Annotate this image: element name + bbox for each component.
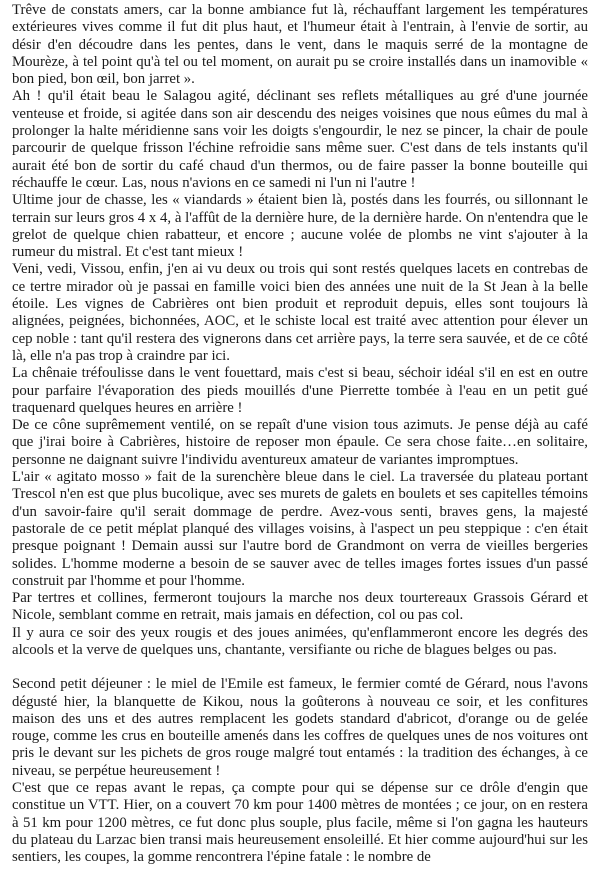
paragraph-soir: Il y aura ce soir des yeux rougis et des joues animées, qu'enflammeront encore les degrés des alcools et la verve de quelques uns, chantante, versifiante ou riche de blagues belges ou pas. <box>12 624 588 658</box>
paragraph-mouréze: Trêve de constats amers, car la bonne ambiance fut là, réchauffant largement les températures extérieures vives comme il fut dit plus haut, et l'humeur était à l'entrain, à l'envie de sortir, au désir d'en découdre dans les pentes, dans le vent, dans le maquis serré de la montagne de Mourèze, à tel point qu'à tel ou tel moment, on aurait pu se croire installés dans un inamovible « bon pied, bon œil, bon jarret ». <box>12 2 588 88</box>
paragraph-chasse: Ultime jour de chasse, les « viandards » étaient bien là, postés dans les fourrés, ou sillonnant le terrain sur leurs gros 4 x 4, à l'affût de la dernière hure, de la dernière harde. On n'entendra que le grelot de quelque chien rabatteur, et encore ; aucune volée de plombs ne vint s'ajouter à la rumeur du mistral. Et c'est tant mieux ! <box>12 192 588 261</box>
paragraph-vtt: C'est que ce repas avant le repas, ça compte pour qui se dépense sur ce drôle d'engin que constitue un VTT. Hier, on a couvert 70 km pour 1400 mètres de montées ; ce jour, on en restera à 51 km pour 1200 mètres, ce fut donc plus souple, plus facile, même si l'on gagna les hauteurs du plateau du Larzac bien transi mais heureusement ensoleillé. Et hier comme aujourd'hui sur les sentiers, les coupes, la gomme rencontrera l'épine fatale : le nombre de <box>12 780 588 866</box>
paragraph-agitato: L'air « agitato mosso » fait de la surenchère bleue dans le ciel. La traversée du plateau portant Trescol n'en est que plus bucolique, avec ses murets de galets en boulets et ses capitelles témoins d'un savoir-faire qu'il serait dommage de perdre. Avez-vous senti, braves gens, la majesté pastorale de ce petit méplat planqué des villages voisins, à l'aspect un peu steppique : c'en était presque poignant ! Demain aussi sur l'autre bord de Grandmont on verra de vieilles bergeries solides. L'homme moderne a besoin de se sauver avec de telles images fortes issues d'un passé construit par l'homme et pour l'homme. <box>12 469 588 589</box>
paragraph-tertres: Par tertres et collines, fermeront toujours la marche nos deux tourtereaux Grassois Gérard et Nicole, semblant comme en retrait, mais jamais en défection, col ou pas col. <box>12 590 588 624</box>
paragraph-vissou: Veni, vedi, Vissou, enfin, j'en ai vu deux ou trois qui sont restés quelques lacets en contrebas de ce tertre mirador où je passai en famille voici bien des années une nuit de la St Jean à la belle étoile. Les vignes de Cabrières ont bien produit et reproduit depuis, elles sont toujours là alignées, peignées, bichonnées, AOC, et le schiste local est traité avec attention pour élever un cep noble : tant qu'il restera des vignerons dans cet arrière pays, la terre sera sauvée, et de ce côté là, elle n'a pas trop à craindre par ici. <box>12 261 588 364</box>
paragraph-salagou: Ah ! qu'il était beau le Salagou agité, déclinant ses reflets métalliques au gré d'une journée venteuse et froide, si agitée dans son air descendu des neiges voisines que nous eûmes du mal à prolonger la halte méridienne sans voir les doigts s'engourdir, le nez se pincer, la chair de poule parcourir de quelque frisson l'échine refroidie sans même suer. C'est dans de tels instants qu'il aurait été bon de sortir du café chaud d'un thermos, ou de faire passer la bonne bouteille qui réchauffe le cœur. Las, nous n'avions en ce samedi ni l'un ni l'autre ! <box>12 88 588 191</box>
paragraph-spacer <box>12 659 588 676</box>
paragraph-cone: De ce cône suprêmement ventilé, on se repaît d'une vision tous azimuts. Je pense déjà au café que j'irai boire à Cabrières, histoire de reposer mon épaule. Ce sera chose faite…en solitaire, personne ne daignant suivre l'individu aventureux amateur de variantes impromptues. <box>12 417 588 468</box>
paragraph-chenaie: La chênaie tréfoulisse dans le vent fouettard, mais c'est si beau, séchoir idéal s'il en est en outre pour parfaire l'évaporation des pieds mouillés d'une Pierrette tombée à l'eau en un petit gué traquenard quelques heures en arrière ! <box>12 365 588 416</box>
paragraph-petit-dejeuner: Second petit déjeuner : le miel de l'Emile est fameux, le fermier comté de Gérard, nous l'avons dégusté hier, la blanquette de Kikou, nous la goûterons à nouveau ce soir, et les confitures maison des uns et des autres remplacent les godets standard d'abricot, d'orange ou de gelée rouge, comme les crus en bouteille amenés dans les coffres de quelques unes de nos voitures ont pris le devant sur les pichets de gros rouge malgré tout entamés : la tradition des échanges, à ce niveau, se perpétue heureusement ! <box>12 676 588 779</box>
